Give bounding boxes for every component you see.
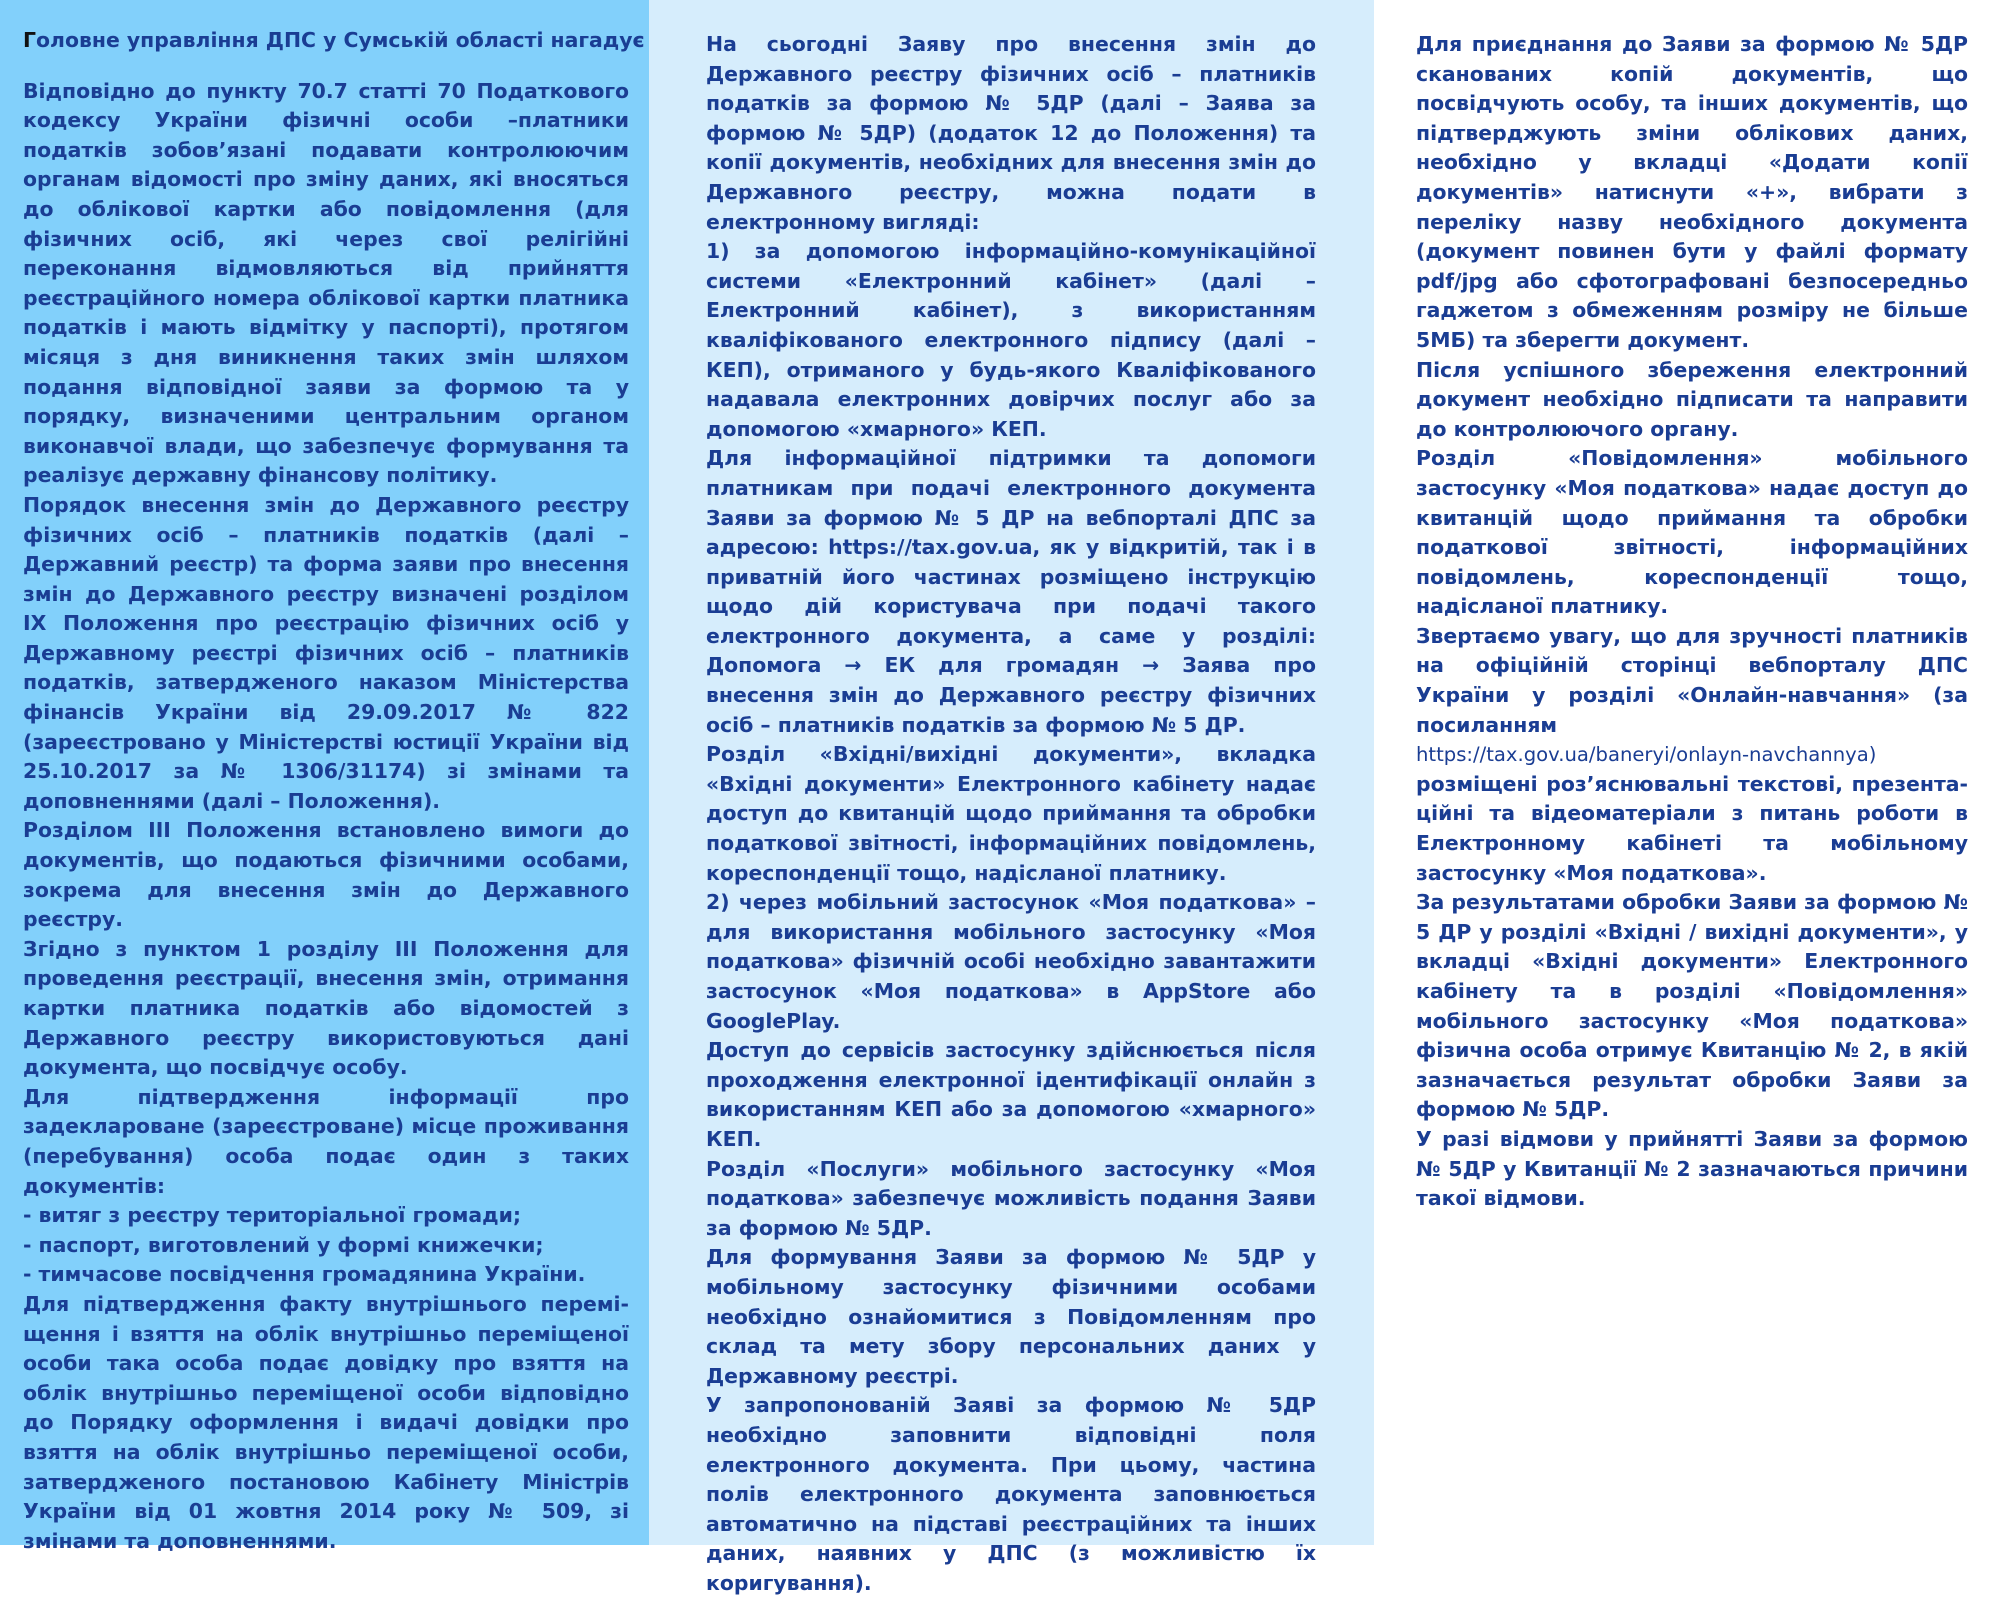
page-title bbox=[23, 26, 645, 56]
paragraph-sign-and-send: Після успішного збереження електронний документ необхідно підписати та направити до контролюючого органу. bbox=[1416, 357, 1968, 441]
paragraph-notifications-section: Розділ «Повідомлення» мобільного застосунку «Моя податкова» надає доступ до квитанцій щодо приймання та обробки податкової звітності, інформаційних повідомлень, кореспонденції тощо, надісланої платнику. bbox=[1416, 446, 1968, 619]
heading-first-letter: Г bbox=[23, 28, 36, 52]
list-item: - паспорт, виготовлений у формі книжечки; bbox=[23, 1232, 544, 1257]
column-left bbox=[0, 0, 649, 1553]
paragraph-services-section: Розділ «Послуги» мобільного застосунку «Моя податкова» забезпечує можливість подання Заяви за формою № 5ДР. bbox=[706, 1156, 1316, 1240]
paragraph-residence-documents: Для підтвердження інформації про задеклароване (зареєстроване) місце проживання (перебування) особа подає один з таких документів: bbox=[23, 1084, 629, 1198]
paragraph-learning-materials: розміщені роз’яснювальні текстові, презентаційні та відеоматеріали з питань роботи в Електронному кабінеті та мобільному застосунку «Моя податкова». bbox=[1416, 771, 1968, 885]
paragraph-form-fields: У запропонованій Заяві за формою № 5ДР необхідно заповнити відповідні поля електронного документа. При цьому, частина полів електронного документа заповнюється автоматично на підставі реєстраційних та інших даних, наявних у ДПС (з можливістю їх коригування). bbox=[706, 1393, 1316, 1595]
list-item: - тимчасове посвідчення громадянина України. bbox=[23, 1262, 586, 1287]
paragraph-mobile-app: 2) через мобільний застосунок «Моя податкова» – для використання мобільного застосунку «Моя податкова» фізичній особі необхідно завантажити застосунок «Моя податкова» в AppStore або GooglePlay. bbox=[706, 890, 1316, 1033]
paragraph-identity-document: Згідно з пунктом 1 розділу III Положення для проведення реєстрації, внесення змін, отримання картки платника податків або відомостей з Державного реєстру використовуються дані документа, що посвідчує особу. bbox=[23, 936, 629, 1080]
column-middle bbox=[649, 0, 1374, 1595]
paragraph-personal-data-notice: Для формування Заяви за формою № 5ДР у мобільному застосунку фізичними особами необхідно ознайомитися з Повідомленням про склад та мету збору персональних даних у Державному реєстрі. bbox=[706, 1245, 1316, 1388]
paragraph-attach-copies: Для приєднання до Заяви за формою № 5ДР сканованих копій документів, що посвідчують особу, та інших документів, що підтверджують зміни облікових даних, необхідно у вкладці «Додати копії документів» натиснути «+», вибрати з переліку назву необхідного документа (документ повинен бути у файлі формату pdf/jpg або сфотографовані безпосередньо гаджетом з обмеженням розміру не більше 5МБ) та зберегти документ. bbox=[1416, 32, 1968, 352]
paragraph-idp-certificate: Для підтвердження факту внутрішнього переміщення і взяття на облік внутрішньо переміщеної особи така особа подає довідку про взяття на облік внутрішньо переміщеної особи відповідно до Порядку оформлення і видачі довідки про взяття на облік внутрішньо переміщеної особи, затвердженого постановою Кабінету Міністрів України від 01 жовтня 2014 року № 509, зі змінами та доповненнями. bbox=[23, 1291, 629, 1553]
paragraph-web-portal-instruction: Для інформаційної підтримки та допомоги платникам при подачі електронного документа Заяви за формою № 5 ДР на вебпорталі ДПС за адресою: https://tax.gov.ua, як у відкритій, так і в приватній його частинах розміщено інструкцію щодо дій користувача при подачі такого електронного документа, а саме у розділі: Допомога → ЕК для громадян → Заява про внесення змін до Державного реєстру фізичних осіб – платників податків за формою № 5 ДР. bbox=[706, 446, 1316, 737]
paragraph-registry-change-procedure: Порядок внесення змін до Державного реєстру фізичних осіб – платників податків (далі – Державний реєстр) та форма заяви про внесення змін до Державного реєстру визначені розділом IX Положення про реєстрацію фізичних осіб у Державному реєстрі фізичних осіб – платників податків, затвердженого наказом Міністерства фінансів України від 29.09.2017 № 822 (зареєстровано у Міністерстві юстиції України від 25.10.2017 за № 1306/31174) зі змінами та доповненнями (далі – Положення). bbox=[23, 492, 629, 813]
list-item: - витяг з реєстру територіальної громади; bbox=[23, 1203, 522, 1228]
paragraph-section-iii-requirements: Розділом III Положення встановлено вимоги до документів, що подаються фізичними особами, зокрема для внесення змін до Державного реєстру. bbox=[23, 818, 629, 932]
paragraph-app-access: Доступ до сервісів застосунку здійснюється після проходження електронної ідентифікації онлайн з використанням КЕП або за допомогою «хмарного» КЕП. bbox=[706, 1038, 1316, 1151]
paragraph-receipt-result: За результатами обробки Заяви за формою № 5 ДР у розділі «Вхідні / вихідні документи», у вкладці «Вхідні документи» Електронного кабінету та в розділі «Повідомлення» мобільного застосунку «Моя податкова» фізична особа отримує Квитанцію № 2, в якій зазначається результат обробки Заяви за формою № 5ДР. bbox=[1416, 890, 1968, 1122]
paragraph-electronic-cabinet: 1) за допомогою інформаційно-комунікаційної системи «Електронний кабінет» (далі – Електронний кабінет), з використанням кваліфікованого електронного підпису (далі – КЕП), отриманого у будь-якого Кваліфікованого надавала електронних довірчих послуг або за допомогою «хмарного» КЕП. bbox=[706, 239, 1316, 441]
paragraph-electronic-submission: На сьогодні Заяву про внесення змін до Державного реєстру фізичних осіб – платників податків за формою № 5ДР (далі – Заява за формою № 5ДР) (додаток 12 до Положення) та копії документів, необхідних для внесення змін до Державного реєстру, можна подати в електронному вигляді: bbox=[706, 32, 1316, 234]
paragraph-online-learning: Звертаємо увагу, що для зручності платників на офіційній сторінці вебпорталу ДПС України у розділі «Онлайн-навчання» (за посиланням bbox=[1416, 623, 1968, 737]
column-right bbox=[1374, 0, 2000, 1545]
heading-text: оловне управління ДПС у Сумській області нагадує bbox=[36, 28, 645, 52]
online-learning-link[interactable]: https://tax.gov.ua/baneryi/onlayn-navchannya) bbox=[1416, 743, 1877, 767]
paragraph-refusal-reasons: У разі відмови у прийнятті Заяви за формою № 5ДР у Квитанції № 2 зазначаються причини такої відмови. bbox=[1416, 1126, 1968, 1211]
paragraph-incoming-documents: Розділ «Вхідні/вихідні документи», вкладка «Вхідні документи» Електронного кабінету надає доступ до квитанцій щодо приймання та обробки податкової звітності, інформаційних повідомлень, кореспонденції тощо, надісланої платнику. bbox=[706, 742, 1316, 885]
paragraph-tax-code-obligation: Відповідно до пункту 70.7 статті 70 Податкового кодексу України фізичні особи –платники податків зобов’язані подавати контролюючим органам відомості про зміну даних, які вносяться до облікової картки або повідомлення (для фізичних осіб, які через свої релігійні переконання відмовляються від прийняття реєстраційного номера облікової картки платника податків і мають відмітку у паспорті), протягом місяця з дня виникнення таких змін шляхом подання відповідної заяви за формою та у порядку, визначеними центральним органом виконавчої влади, що забезпечує формування та реалізує державну фінансову політику. bbox=[23, 78, 629, 488]
